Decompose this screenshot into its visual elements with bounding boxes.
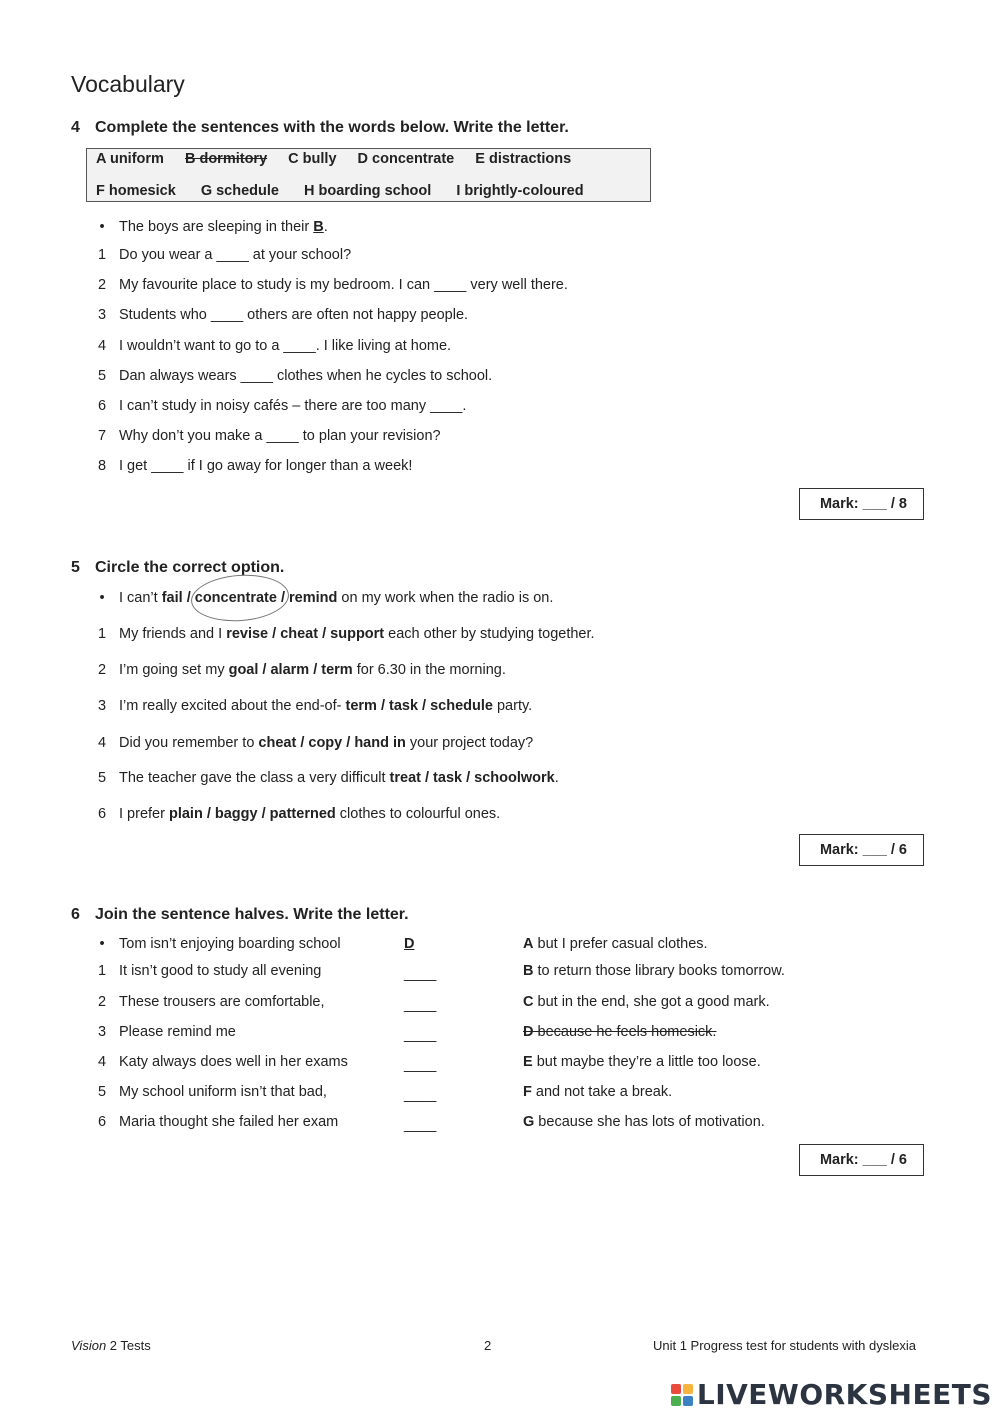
q5-item-1[interactable] <box>95 626 795 646</box>
item-number: 3 <box>97 1024 107 1040</box>
item-text: I wouldn’t want to go to a ____. I like living at home. <box>119 338 452 354</box>
item-text: Maria thought she failed her exam <box>119 1114 339 1130</box>
item-number: 1 <box>97 247 107 263</box>
q6-right-option-a <box>523 936 708 952</box>
q6-example-answer: D <box>404 936 415 952</box>
example-text-end: . <box>323 219 328 235</box>
q6-left-example <box>95 936 495 956</box>
q4-item-6[interactable] <box>95 398 695 418</box>
example-circle-mark <box>190 572 291 625</box>
item-text: Please remind me <box>119 1024 236 1040</box>
footer-book-title: Vision <box>71 1338 107 1353</box>
word-option: E distractions <box>475 151 572 167</box>
item-text: My friends and I <box>119 626 227 642</box>
q5-mark-box: Mark: ___ / 6 <box>799 834 924 866</box>
q6-heading-text: Join the sentence halves. Write the letter. <box>95 906 409 923</box>
q4-item-1[interactable] <box>95 247 695 267</box>
word-box-row-1 <box>96 151 588 167</box>
item-number: 2 <box>97 662 107 678</box>
item-text: I get ____ if I go away for longer than a week! <box>119 458 413 474</box>
q5-item-6[interactable] <box>95 806 795 826</box>
example-text: I can’t <box>119 590 162 606</box>
q6-heading <box>71 906 409 924</box>
q5-number: 5 <box>71 559 80 576</box>
logo-text: LIVEWORKSHEETS <box>696 1378 992 1411</box>
item-number: 6 <box>97 1114 107 1130</box>
item-text: Why don’t you make a ____ to plan your revision? <box>119 428 441 444</box>
q4-heading <box>71 119 569 137</box>
item-text: I’m really excited about the end-of- <box>119 698 346 714</box>
option-text: to return those library books tomorrow. <box>533 963 785 979</box>
q4-item-8[interactable] <box>95 458 695 478</box>
item-number: 1 <box>97 963 107 979</box>
word-option: C bully <box>288 151 337 167</box>
example-options: fail / concentrate / remind <box>161 590 338 606</box>
item-text: My favourite place to study is my bedroom. I can ____ very well there. <box>119 277 568 293</box>
q4-heading-text: Complete the sentences with the words below. Write the letter. <box>95 119 569 136</box>
q6-right-option-b <box>523 963 785 979</box>
item-number: 7 <box>97 428 107 444</box>
q6-number: 6 <box>71 906 80 923</box>
word-box <box>86 148 651 202</box>
item-number: 5 <box>97 1084 107 1100</box>
option-letter: F <box>523 1084 532 1100</box>
item-text: These trousers are comfortable, <box>119 994 325 1010</box>
option-letter: D <box>523 1024 534 1040</box>
option-letter: C <box>523 994 534 1010</box>
item-text-end: party. <box>492 698 533 714</box>
item-number: 2 <box>97 277 107 293</box>
item-number: 8 <box>97 458 107 474</box>
item-number: 3 <box>97 698 107 714</box>
item-text: Did you remember to <box>119 735 259 751</box>
item-number: 6 <box>97 806 107 822</box>
item-options[interactable]: revise / cheat / support <box>226 626 385 642</box>
q6-answer-blank-1[interactable]: ____ <box>404 966 437 982</box>
option-letter: G <box>523 1114 535 1130</box>
footer-right: Unit 1 Progress test for students with dyslexia <box>652 1338 916 1353</box>
item-options[interactable]: plain / baggy / patterned <box>168 806 336 822</box>
q4-example <box>95 219 695 239</box>
option-letter: A <box>523 936 534 952</box>
page-number: 2 <box>484 1338 492 1353</box>
word-box-row-2 <box>96 183 601 199</box>
option-letter: B <box>523 963 534 979</box>
q6-right-option-e <box>523 1054 761 1070</box>
q6-mark-box: Mark: ___ / 6 <box>799 1144 924 1176</box>
q4-item-4[interactable] <box>95 338 695 358</box>
q6-right-option-c <box>523 994 770 1010</box>
bullet: • <box>99 590 105 606</box>
footer-left <box>71 1338 151 1353</box>
q4-item-5[interactable] <box>95 368 695 388</box>
item-number: 4 <box>97 735 107 751</box>
item-text: I’m going set my <box>119 662 229 678</box>
bullet: • <box>99 219 105 235</box>
q6-answer-blank-5[interactable]: ____ <box>404 1087 437 1103</box>
option-text: but maybe they’re a little too loose. <box>532 1054 761 1070</box>
q4-item-3[interactable] <box>95 307 695 327</box>
q5-item-4[interactable] <box>95 735 795 755</box>
q6-answer-blank-2[interactable]: ____ <box>404 997 437 1013</box>
item-text: The teacher gave the class a very difficult <box>119 770 390 786</box>
q6-answer-blank-3[interactable]: ____ <box>404 1027 437 1043</box>
word-option: D concentrate <box>357 151 455 167</box>
item-number: 2 <box>97 994 107 1010</box>
q4-mark-box: Mark: ___ / 8 <box>799 488 924 520</box>
item-number: 5 <box>97 770 107 786</box>
item-text: My school uniform isn’t that bad, <box>119 1084 327 1100</box>
example-text-end: on my work when the radio is on. <box>337 590 554 606</box>
item-text: It isn’t good to study all evening <box>119 963 322 979</box>
item-text: Tom isn’t enjoying boarding school <box>119 936 341 952</box>
item-text: Students who ____ others are often not happy people. <box>119 307 469 323</box>
liveworksheets-logo[interactable] <box>671 1378 992 1411</box>
item-options[interactable]: goal / alarm / term <box>228 662 353 678</box>
option-text: and not take a break. <box>531 1084 673 1100</box>
q4-item-2[interactable] <box>95 277 695 297</box>
option-text: but in the end, she got a good mark. <box>533 994 770 1010</box>
item-number: 6 <box>97 398 107 414</box>
item-number: 4 <box>97 1054 107 1070</box>
q6-answer-blank-6[interactable]: ____ <box>404 1117 437 1133</box>
bullet: • <box>99 936 105 952</box>
q6-answer-blank-4[interactable]: ____ <box>404 1057 437 1073</box>
word-option: H boarding school <box>304 183 432 199</box>
item-number: 5 <box>97 368 107 384</box>
word-option: A uniform <box>96 151 164 167</box>
item-text-end: each other by studying together. <box>384 626 595 642</box>
q4-item-7[interactable] <box>95 428 695 448</box>
item-text: I can’t study in noisy cafés – there are too many ____. <box>119 398 467 414</box>
item-options[interactable]: cheat / copy / hand in <box>258 735 406 751</box>
option-text: but I prefer casual clothes. <box>533 936 708 952</box>
item-options[interactable]: term / task / schedule <box>345 698 493 714</box>
option-text: because he feels homesick. <box>533 1024 717 1040</box>
q4-number: 4 <box>71 119 80 136</box>
footer-book-suffix: 2 Tests <box>106 1338 151 1353</box>
item-text-end: clothes to colourful ones. <box>335 806 501 822</box>
option-letter: E <box>523 1054 533 1070</box>
item-text-end: your project today? <box>405 735 534 751</box>
option-text: because she has lots of motivation. <box>534 1114 765 1130</box>
item-text-end: for 6.30 in the morning. <box>352 662 506 678</box>
q5-heading-text: Circle the correct option. <box>95 559 285 576</box>
item-text: Katy always does well in her exams <box>119 1054 348 1070</box>
q5-item-5[interactable] <box>95 770 795 790</box>
q5-item-2[interactable] <box>95 662 795 682</box>
logo-icon <box>671 1384 693 1406</box>
item-number: 1 <box>97 626 107 642</box>
section-title: Vocabulary <box>71 71 185 97</box>
word-option-crossed: B dormitory <box>184 151 268 167</box>
q6-right-option-g <box>523 1114 765 1130</box>
example-text: The boys are sleeping in their <box>119 219 314 235</box>
item-number: 3 <box>97 307 107 323</box>
item-text: Do you wear a ____ at your school? <box>119 247 352 263</box>
word-option: G schedule <box>200 183 279 199</box>
q5-item-3[interactable] <box>95 698 795 718</box>
item-number: 4 <box>97 338 107 354</box>
word-option: F homesick <box>96 183 176 199</box>
item-text-end: . <box>554 770 559 786</box>
item-text: I prefer <box>119 806 169 822</box>
item-options[interactable]: treat / task / schoolwork <box>389 770 555 786</box>
example-answer: B <box>313 219 324 235</box>
q6-right-option-f <box>523 1084 672 1100</box>
item-text: Dan always wears ____ clothes when he cycles to school. <box>119 368 493 384</box>
word-option: I brightly-coloured <box>456 183 584 199</box>
q6-right-option-d-crossed <box>523 1024 716 1040</box>
